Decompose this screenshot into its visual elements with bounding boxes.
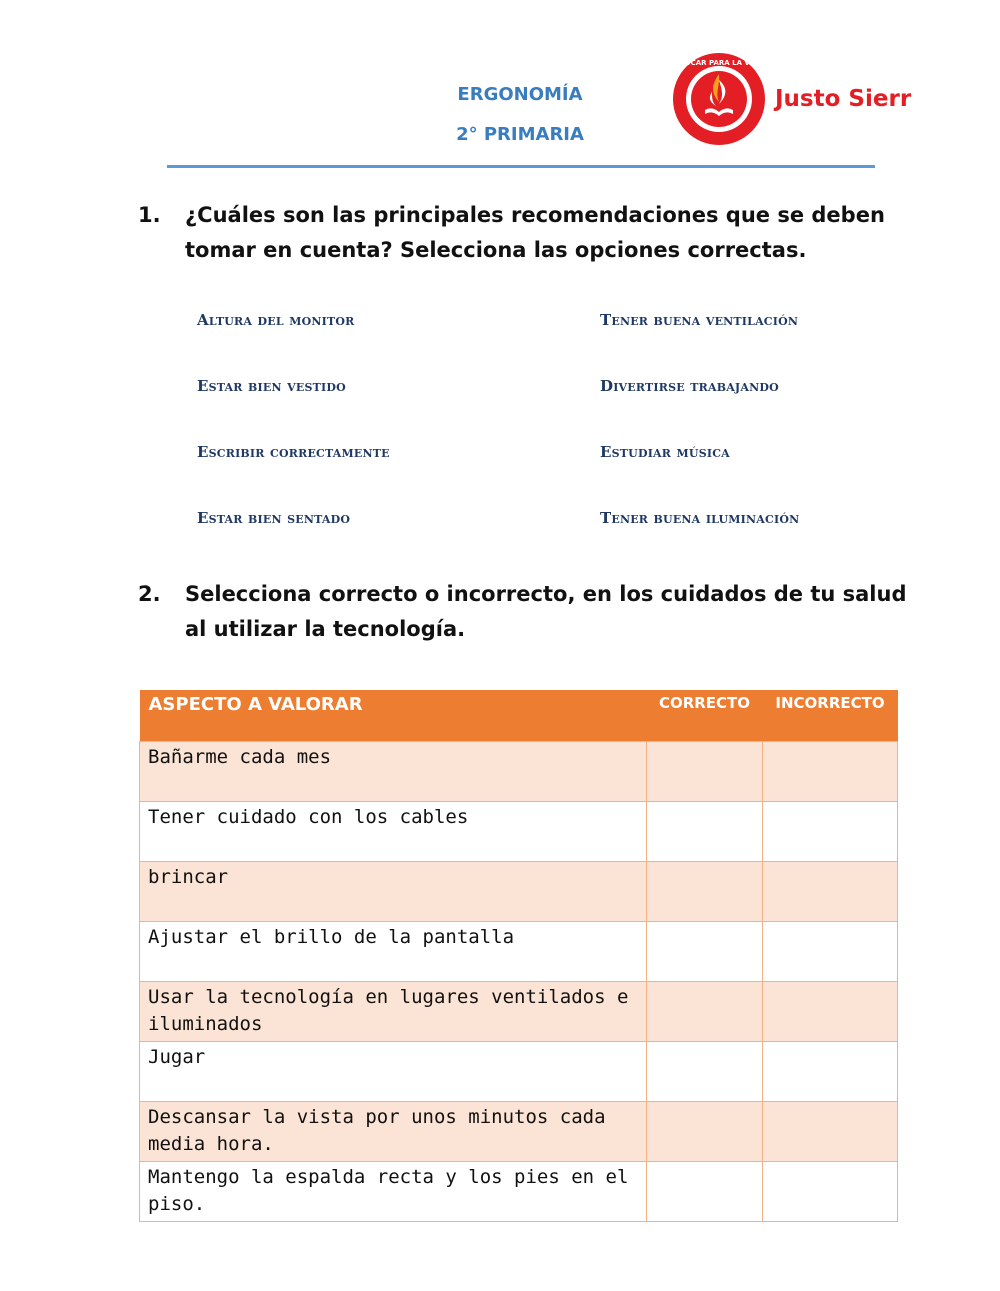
correcto-cell[interactable] — [647, 1042, 763, 1102]
row-aspect: Jugar — [140, 1042, 647, 1102]
incorrecto-cell[interactable] — [763, 742, 898, 802]
option-altura-monitor[interactable]: Altura del monitor — [197, 311, 355, 329]
table-row — [140, 1042, 898, 1102]
grade-title: 2° PRIMARIA — [456, 124, 584, 145]
row-aspect: Mantengo la espalda recta y los pies en el piso. — [140, 1162, 647, 1222]
correcto-cell[interactable] — [647, 982, 763, 1042]
subject-title: ERGONOMÍA — [457, 84, 583, 105]
table-row — [140, 922, 898, 982]
header-aspecto: ASPECTO A VALORAR — [140, 690, 647, 742]
school-logo — [672, 52, 912, 146]
incorrecto-cell[interactable] — [763, 802, 898, 862]
evaluation-table — [139, 690, 898, 1222]
table-header-row — [140, 690, 898, 742]
table-row — [140, 1102, 898, 1162]
row-aspect: Usar la tecnología en lugares ventilados e iluminados — [140, 982, 647, 1042]
option-estudiar-musica[interactable]: Estudiar música — [600, 443, 730, 461]
logo-motto: EDUCAR PARA LA VIDA — [674, 59, 764, 67]
row-aspect: Descansar la vista por unos minutos cada media hora. — [140, 1102, 647, 1162]
logo-name: Justo Sierra — [775, 86, 912, 112]
table-row — [140, 742, 898, 802]
incorrecto-cell[interactable] — [763, 1102, 898, 1162]
option-estar-bien-sentado[interactable]: Estar bien sentado — [197, 509, 351, 527]
table-row — [140, 982, 898, 1042]
correcto-cell[interactable] — [647, 922, 763, 982]
logo-emblem-icon — [672, 52, 912, 146]
question-1-number: 1. — [138, 203, 161, 227]
correcto-cell[interactable] — [647, 802, 763, 862]
question-2-number: 2. — [138, 582, 161, 606]
table-row — [140, 1162, 898, 1222]
row-aspect: Ajustar el brillo de la pantalla — [140, 922, 647, 982]
question-1-text: ¿Cuáles son las principales recomendaciones que se deben tomar en cuenta? Selecciona las opciones correctas. — [185, 203, 885, 262]
incorrecto-cell[interactable] — [763, 862, 898, 922]
incorrecto-cell[interactable] — [763, 982, 898, 1042]
option-escribir-correctamente[interactable]: Escribir correctamente — [197, 443, 390, 461]
table-row — [140, 802, 898, 862]
correcto-cell[interactable] — [647, 862, 763, 922]
option-buena-ventilacion[interactable]: Tener buena ventilación — [600, 311, 799, 329]
question-2-text: Selecciona correcto o incorrecto, en los cuidados de tu salud al utilizar la tecnología. — [185, 582, 907, 641]
row-aspect: Tener cuidado con los cables — [140, 802, 647, 862]
correcto-cell[interactable] — [647, 1162, 763, 1222]
correcto-cell[interactable] — [647, 1102, 763, 1162]
row-aspect: Bañarme cada mes — [140, 742, 647, 802]
table-row — [140, 862, 898, 922]
correcto-cell[interactable] — [647, 742, 763, 802]
incorrecto-cell[interactable] — [763, 1042, 898, 1102]
option-estar-bien-vestido[interactable]: Estar bien vestido — [197, 377, 346, 395]
header-divider — [167, 165, 875, 168]
option-buena-iluminacion[interactable]: Tener buena iluminación — [600, 509, 800, 527]
header-incorrecto: INCORRECTO — [763, 690, 898, 742]
incorrecto-cell[interactable] — [763, 922, 898, 982]
incorrecto-cell[interactable] — [763, 1162, 898, 1222]
option-divertirse-trabajando[interactable]: Divertirse trabajando — [600, 377, 779, 395]
header-correcto: CORRECTO — [647, 690, 763, 742]
row-aspect: brincar — [140, 862, 647, 922]
